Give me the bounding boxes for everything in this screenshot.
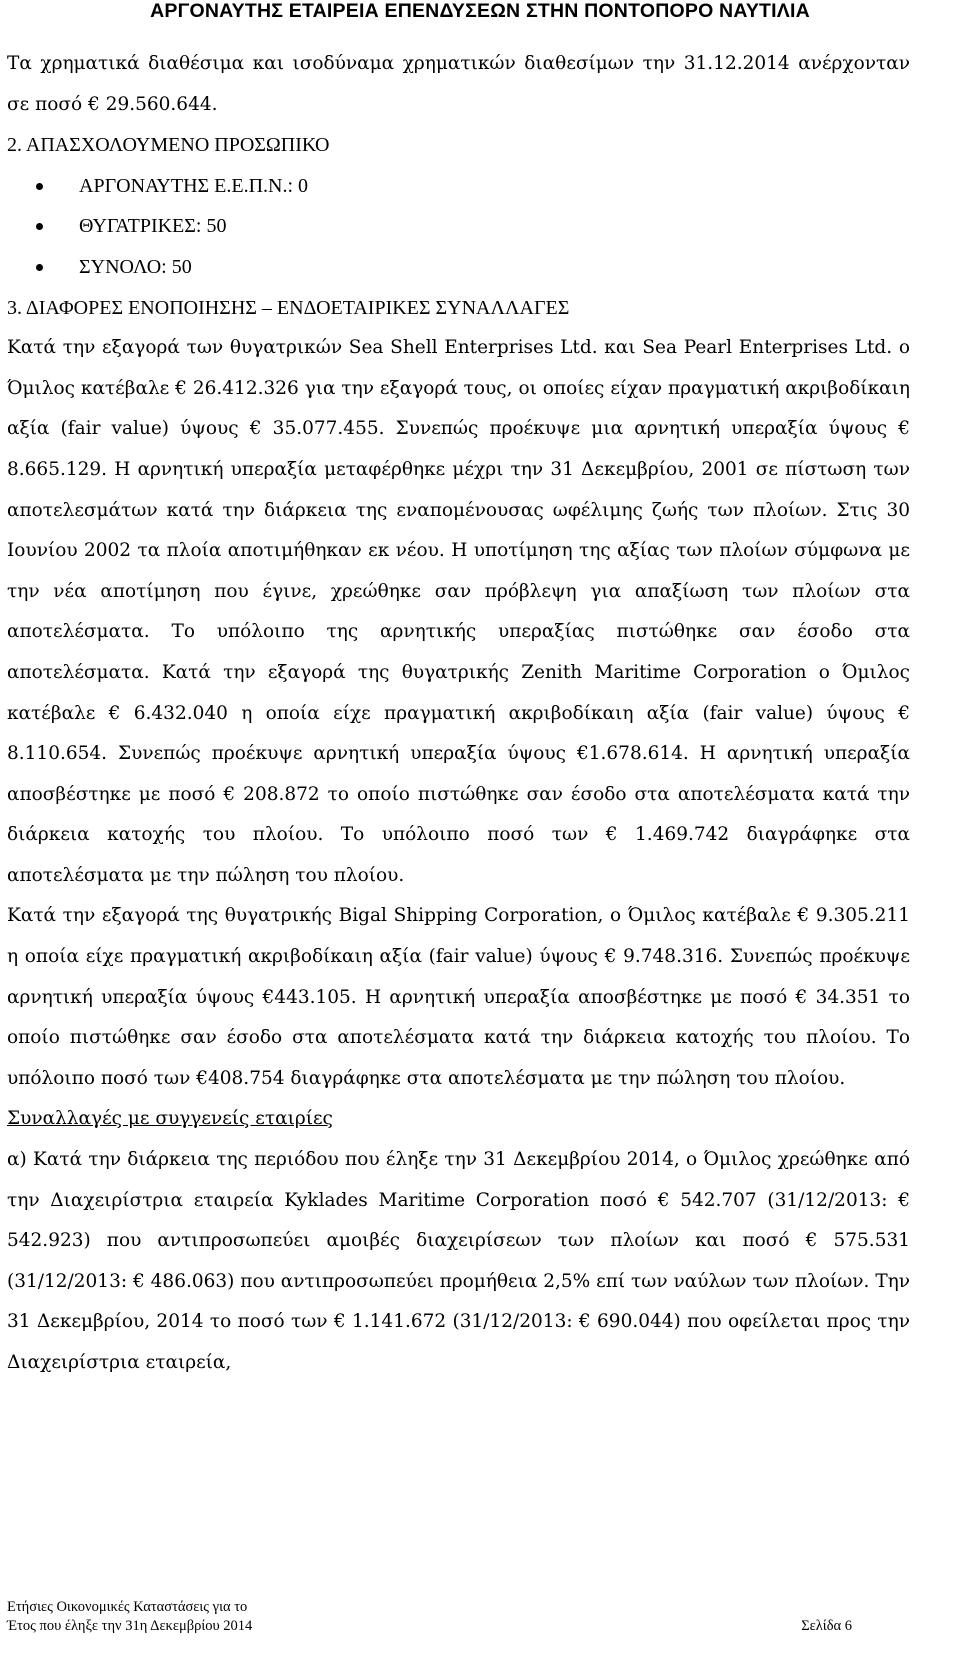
- page-footer: [7, 1598, 852, 1636]
- footer-line-2: Έτος που έληξε την 31η Δεκεμβρίου 2014: [7, 1618, 253, 1634]
- related-parties-heading: Συναλλαγές με συγγενείς εταιρίες: [7, 1108, 333, 1130]
- section-2-heading: 2. ΑΠΑΣΧΟΛΟΥΜΕΝΟ ΠΡΟΣΩΠΙΚΟ: [7, 134, 330, 157]
- related-parties-paragraph: α) Κατά την διάρκεια της περιόδου που έληξε την 31 Δεκεμβρίου 2014, ο Όμιλος χρεώθηκε από την Διαχειρίστρια εταιρεία Kyklades Maritime Corporation ποσό € 542.707 (31/12/2013: € 542.923) που αντιπροσωπεύει αμοιβές διαχειρίσεων των πλοίων και ποσό € 575.531 (31/12/2013: € 486.063) που αντιπροσωπεύει προμήθεια 2,5% επί των ναύλων των πλοίων. Την 31 Δεκεμβρίου, 2014 το ποσό των € 1.141.672 (31/12/2013: € 690.044) που οφείλεται προς την Διαχειρίστρια εταιρεία,: [7, 1149, 910, 1373]
- list-item: ΘΥΓΑΤΡΙΚΕΣ: 50: [7, 206, 910, 247]
- document-body: [7, 44, 910, 1384]
- list-item: ΣΥΝΟΛΟ: 50: [7, 247, 910, 288]
- section-3-paragraph-1: Κατά την εξαγορά των θυγατρικών Sea Shell Enterprises Ltd. και Sea Pearl Enterprises Ltd. ο Όμιλος κατέβαλε € 26.412.326 για την εξαγορά τους, οι οποίες είχαν πραγματική ακριβοδίκαιη αξία (fair value) ύψους € 35.077.455. Συνεπώς προέκυψε μια αρνητική υπεραξία ύψους € 8.665.129. Η αρνητική υπεραξία μεταφέρθηκε μέχρι την 31 Δεκεμβρίου, 2001 σε πίστωση των αποτελεσμάτων κατά την διάρκεια της εναπομένουσας ωφέλιμης ζωής των πλοίων. Στις 30 Ιουνίου 2002 τα πλοία αποτιμήθηκαν εκ νέου. Η υποτίμηση της αξίας των πλοίων σύμφωνα με την νέα αποτίμηση που έγινε, χρεώθηκε σαν πρόβλεψη για απαξίωση των πλοίων στα αποτελέσματα. Το υπόλοιπο της αρνητικής υπεραξίας πιστώθηκε σαν έσοδο στα αποτελέσματα. Κατά την εξαγορά της θυγατρικής Zenith Maritime Corporation ο Όμιλος κατέβαλε € 6.432.040 η οποία είχε πραγματική ακριβοδίκαιη αξία (fair value) ύψους € 8.110.654. Συνεπώς προέκυψε αρνητική υπεραξία ύψους €1.678.614. Η αρνητική υπεραξία αποσβέστηκε με ποσό € 208.872 το οποίο πιστώθηκε σαν έσοδο στα αποτελέσματα κατά την διάρκεια κατοχής του πλοίου. Το υπόλοιπο ποσό των € 1.469.742 διαγράφηκε στα αποτελέσματα με την πώληση του πλοίου.: [7, 337, 910, 886]
- page-number: Σελίδα 6: [801, 1618, 852, 1634]
- page-header: ΑΡΓΟΝΑΥΤΗΣ ΕΤΑΙΡΕΙΑ ΕΠΕΝΔΥΣΕΩΝ ΣΤΗΝ ΠΟΝΤΟΠΟΡΟ ΝΑΥΤΙΛΙΑ: [150, 0, 810, 22]
- section-3-heading: 3. ΔΙΑΦΟΡΕΣ ΕΝΟΠΟΙΗΣΗΣ – ΕΝΔΟΕΤΑΙΡΙΚΕΣ ΣΥΝΑΛΛΑΓΕΣ: [7, 296, 570, 319]
- cash-paragraph: Τα χρηματικά διαθέσιμα και ισοδύναμα χρηματικών διαθεσίμων την 31.12.2014 ανέρχονταν σε ποσό € 29.560.644.: [7, 53, 910, 115]
- list-item: ΑΡΓΟΝΑΥΤΗΣ Ε.Ε.Π.Ν.: 0: [7, 166, 910, 207]
- staff-list: [7, 166, 910, 288]
- footer-line-1: Ετήσιες Οικονομικές Καταστάσεις για το: [7, 1599, 248, 1615]
- section-3-paragraph-2: Κατά την εξαγορά της θυγατρικής Bigal Shipping Corporation, ο Όμιλος κατέβαλε € 9.305.211 η οποία είχε πραγματική ακριβοδίκαιη αξία (fair value) ύψους € 9.748.316. Συνεπώς προέκυψε αρνητική υπεραξία ύψους €443.105. Η αρνητική υπεραξία αποσβέστηκε με ποσό € 34.351 το οποίο πιστώθηκε σαν έσοδο στα αποτελέσματα κατά την διάρκεια κατοχής του πλοίου. Το υπόλοιπο ποσό των €408.754 διαγράφηκε στα αποτελέσματα με την πώληση του πλοίου.: [7, 905, 910, 1089]
